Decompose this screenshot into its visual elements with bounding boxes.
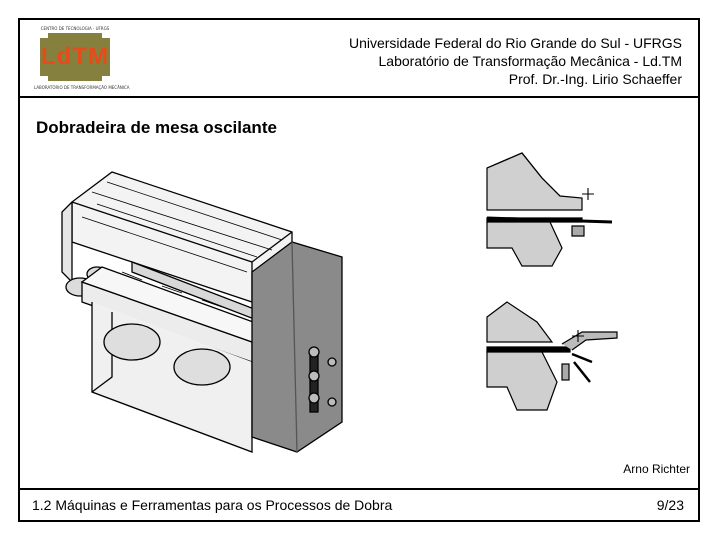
- institution-line-2: Laboratório de Transformação Mecânica - Ld.TM: [378, 53, 682, 69]
- footer-course-title: 1.2 Máquinas e Ferramentas para os Processos de Dobra: [32, 497, 393, 513]
- cross-section-flat: [482, 148, 622, 268]
- logo-brand-text: LdTM: [41, 43, 109, 70]
- folding-machine-illustration: [52, 162, 352, 452]
- logo-band-bottom: [48, 76, 102, 81]
- institution-block: [349, 34, 682, 88]
- logo-brand-box: [40, 38, 110, 76]
- slide-footer: [20, 488, 698, 520]
- institution-line-1: Universidade Federal do Rio Grande do Sul - UFRGS: [348, 35, 682, 51]
- logo-top-text: CENTRO DE TECNOLOGIA · UFRGS: [40, 26, 110, 31]
- page-number: 9/23: [656, 497, 684, 513]
- slide-title: Dobradeira de mesa oscilante: [36, 118, 277, 137]
- slide-header: [20, 20, 698, 98]
- image-credit: Arno Richter: [623, 462, 690, 476]
- logo-bottom-text: LABORATÓRIO DE TRANSFORMAÇÃO MECÂNICA: [34, 85, 130, 90]
- cross-section-bent: [482, 292, 622, 412]
- ldtm-logo: [34, 26, 130, 90]
- slide-frame: [18, 18, 700, 522]
- institution-line-3: Prof. Dr.-Ing. Lirio Schaeffer: [508, 71, 682, 87]
